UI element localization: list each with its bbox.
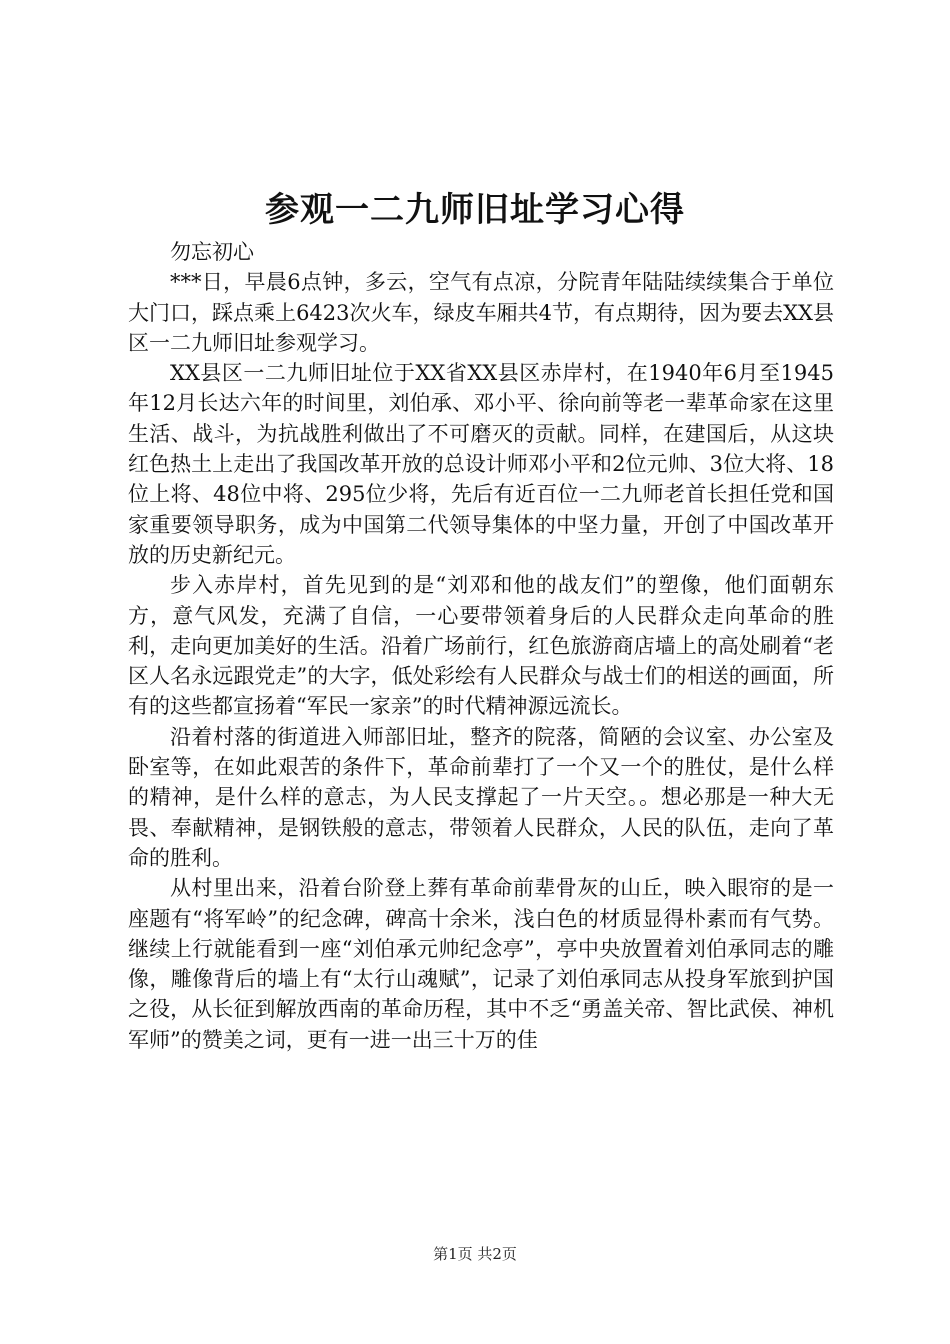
body-paragraph: ***日，早晨6点钟，多云，空气有点凉，分院青年陆陆续续集合于单位大门口，踩点乘上6423次火车，绿皮车厢共4节，有点期待，因为要去XX县区一二九师旧址参观学习。 xyxy=(128,270,834,355)
subtitle-paragraph: 勿忘初心 xyxy=(170,240,254,264)
body-paragraph: 步入赤岸村，首先见到的是“刘邓和他的战友们”的塑像，他们面朝东方，意气风发，充满了自信，一心要带领着身后的人民群众走向革命的胜利，走向更加美好的生活。沿着广场前行，红色旅游商店墙上的高处刷着“老区人名永远跟党走”的大字，低处彩绘有人民群众与战士们的相送的画面，所有的这些都宣扬着“军民一家亲”的时代精神源远流长。 xyxy=(128,573,834,719)
body-paragraph: 从村里出来，沿着台阶登上葬有革命前辈骨灰的山丘，映入眼帘的是一座题有“将军岭”的纪念碑，碑高十余米，浅白色的材质显得朴素而有气势。继续上行就能看到一座“刘伯承元帅纪念亭”，亭中央放置着刘伯承同志的雕像，雕像背后的墙上有“太行山魂赋”，记录了刘伯承同志从投身军旅到护国之役，从长征到解放西南的革命历程，其中不乏“勇盖关帝、智比武侯、神机军师”的赞美之词，更有一进一出三十万的佳 xyxy=(128,876,834,1052)
body-paragraph: 沿着村落的街道进入师部旧址，整齐的院落，简陋的会议室、办公室及卧室等，在如此艰苦的条件下，革命前辈打了一个又一个的胜仗，是什么样的精神，是什么样的意志，为人民支撑起了一片天空。。想必那是一种大无畏、奉献精神，是钢铁般的意志，带领着人民群众，人民的队伍，走向了革命的胜利。 xyxy=(128,724,834,870)
page-number-footer: 第1页 共2页 xyxy=(433,1245,517,1263)
body-paragraph: XX县区一二九师旧址位于XX省XX县区赤岸村，在1940年6月至1945年12月长达六年的时间里，刘伯承、邓小平、徐向前等老一辈革命家在这里生活、战斗，为抗战胜利做出了不可磨灭的贡献。同样，在建国后，从这块红色热土上走出了我国改革开放的总设计师邓小平和2位元帅、3位大将、18位上将、48位中将、295位少将，先后有近百位一二九师老首长担任党和国家重要领导职务，成为中国第二代领导集体的中坚力量，开创了中国改革开放的历史新纪元。 xyxy=(128,361,834,567)
document-body xyxy=(128,237,834,1055)
document-title: 参观一二九师旧址学习心得 xyxy=(265,190,685,230)
